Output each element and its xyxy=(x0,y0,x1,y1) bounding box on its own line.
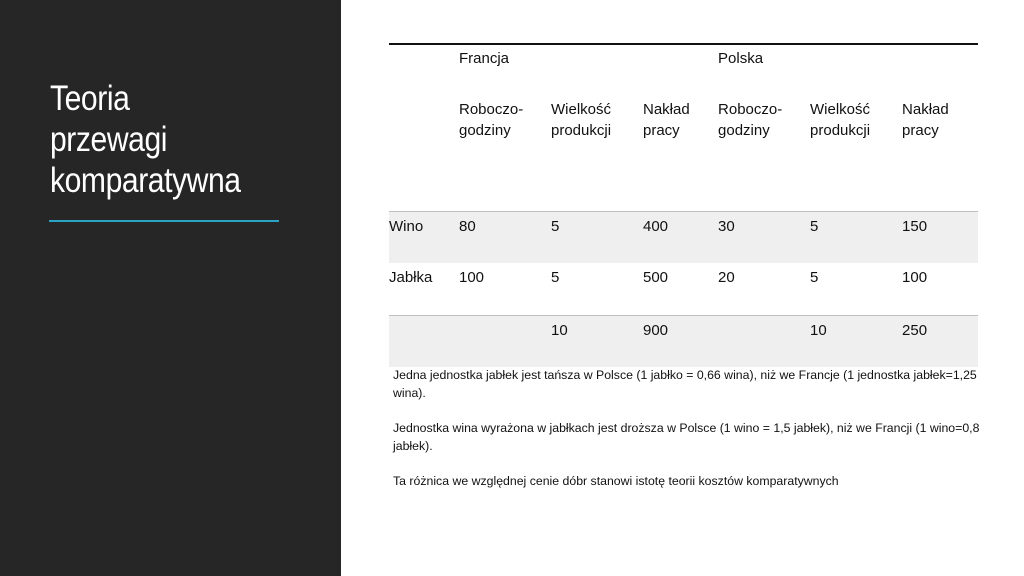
comparison-table-container xyxy=(389,43,978,367)
country-poland: Polska xyxy=(718,50,764,67)
column-header-row xyxy=(389,85,978,211)
row-label-header xyxy=(389,85,459,211)
cell-pl-input: 250 xyxy=(902,315,978,367)
header-fr-labor-hours: Roboczo- godziny xyxy=(459,85,551,211)
header-pl-labor-input: Nakład pracy xyxy=(902,85,978,211)
note-paragraph-3: Ta różnica we względnej cenie dóbr stanowi istotę teorii kosztów komparatywnych xyxy=(393,474,839,488)
title-line-3: komparatywna xyxy=(50,161,241,200)
row-label: Jabłka xyxy=(389,269,433,286)
country-france: Francja xyxy=(459,50,510,67)
cell-fr-input: 400 xyxy=(643,211,718,263)
title-line-2: przewagi xyxy=(50,120,168,159)
title-line-1: Teoria xyxy=(50,79,130,118)
cell-pl-input: 100 xyxy=(902,269,928,286)
table-row-apples xyxy=(389,263,978,315)
cell-pl-prod: 5 xyxy=(810,269,819,286)
corner-cell xyxy=(389,45,459,85)
cell-pl-hours: 30 xyxy=(718,211,810,263)
cell-pl-hours: 20 xyxy=(718,269,735,286)
header-pl-production: Wielkość produkcji xyxy=(810,85,902,211)
header-pl-labor-hours: Roboczo- godziny xyxy=(718,85,810,211)
slide-title xyxy=(50,78,282,201)
notes-text xyxy=(393,366,983,507)
cell-fr-input: 900 xyxy=(643,315,718,367)
row-label: Wino xyxy=(389,211,459,263)
row-label xyxy=(389,315,459,367)
header-fr-labor-input: Nakład pracy xyxy=(643,85,718,211)
cell-pl-input: 150 xyxy=(902,211,978,263)
comparison-table xyxy=(389,45,978,367)
table-row-wine xyxy=(389,211,978,263)
cell-fr-prod: 5 xyxy=(551,269,560,286)
title-underline xyxy=(49,220,279,222)
country-header-row xyxy=(389,45,978,85)
cell-fr-hours xyxy=(459,315,551,367)
note-paragraph-1: Jedna jednostka jabłek jest tańsza w Polsce (1 jabłko = 0,66 wina), niż we Francje (1 jednostka jabłek=1,25 wina). xyxy=(393,368,977,400)
cell-pl-hours xyxy=(718,315,810,367)
cell-pl-prod: 5 xyxy=(810,211,902,263)
table-row-total xyxy=(389,315,978,367)
cell-fr-hours: 100 xyxy=(459,269,485,286)
cell-fr-input: 500 xyxy=(643,269,669,286)
cell-fr-hours: 80 xyxy=(459,211,551,263)
cell-pl-prod: 10 xyxy=(810,315,902,367)
cell-fr-prod: 5 xyxy=(551,211,643,263)
note-paragraph-2: Jednostka wina wyrażona w jabłkach jest droższa w Polsce (1 wino = 1,5 jabłek), niż we Francji (1 wino=0,8 jabłek). xyxy=(393,421,980,453)
header-fr-production: Wielkość produkcji xyxy=(551,85,643,211)
cell-fr-prod: 10 xyxy=(551,315,643,367)
